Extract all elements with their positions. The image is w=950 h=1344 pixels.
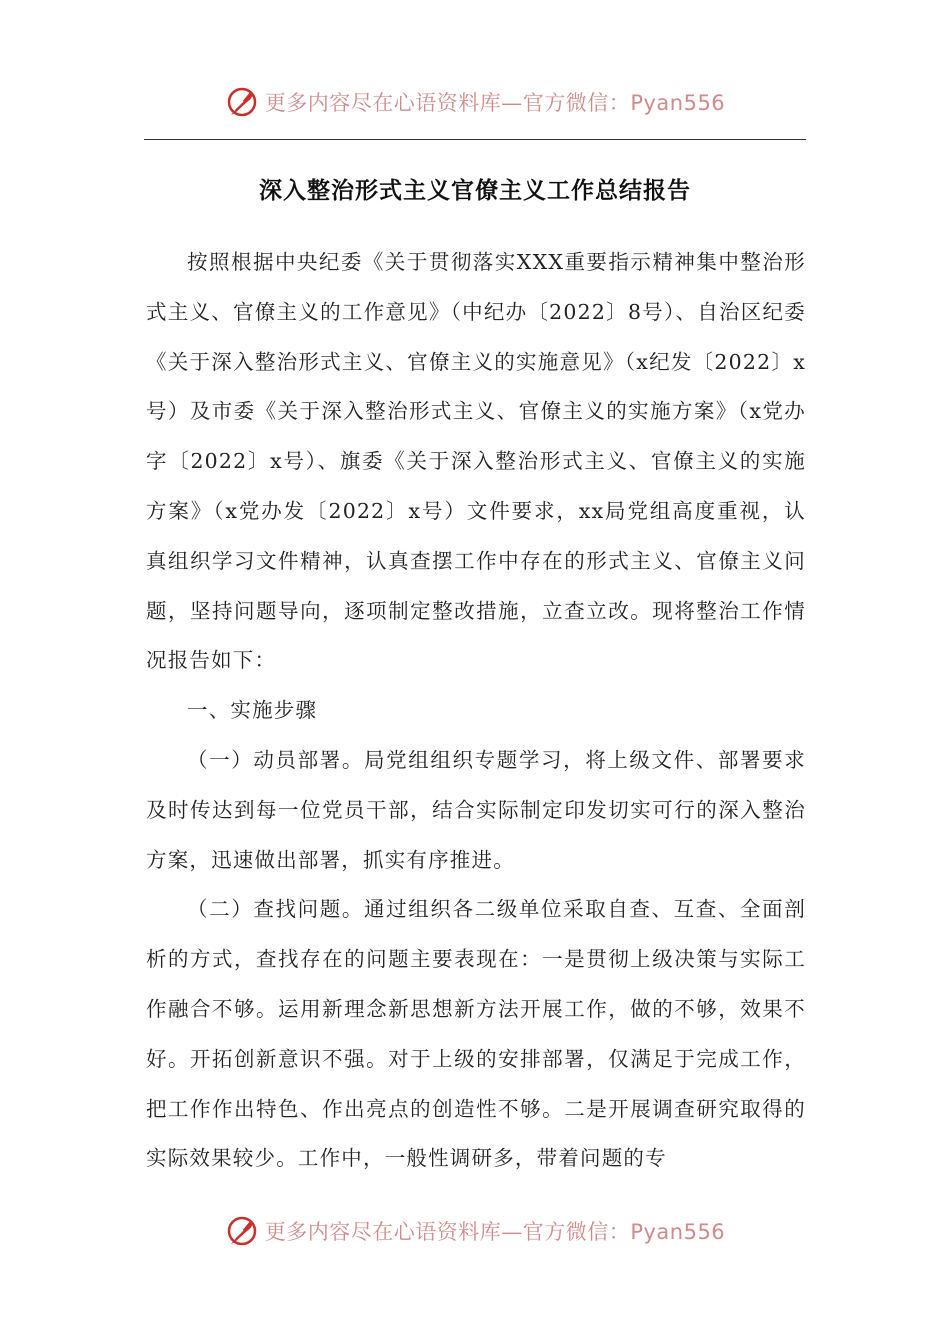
section-heading: 一、实施步骤 — [187, 698, 318, 723]
header-watermark — [0, 82, 950, 122]
document-body — [146, 238, 806, 1184]
paragraph-intro: 按照根据中央纪委《关于贯彻落实XXX重要指示精神集中整治形式主义、官僚主义的工作意见》（中纪办〔2022〕8号）、自治区纪委《关于深入整治形式主义、官僚主义的实施意见》（x纪发〔2022〕x号）及市委《关于深入整治形式主义、官僚主义的实施方案》（x党办字〔2022〕x号）、旗委《关于深入整治形式主义、官僚主义的实施方案》（x党办发〔2022〕x号）文件要求，xx局党组高度重视，认真组织学习文件精神，认真查摆工作中存在的形式主义、官僚主义问题，坚持问题导向，逐项制定整改措施，立查立改。现将整治工作情况报告如下： — [146, 250, 806, 673]
document-title: 深入整治形式主义官僚主义工作总结报告 — [259, 178, 691, 204]
footer-watermark — [0, 1211, 950, 1251]
paragraph-find-problems: （二）查找问题。通过组织各二级单位采取自查、互查、全面剖析的方式，查找存在的问题主要表现在：一是贯彻上级决策与实际工作融合不够。运用新理念新思想新方法开展工作，做的不够，效果不好。开拓创新意识不强。对于上级的安排部署，仅满足于完成工作，把工作作出特色、作出亮点的创造性不够。二是开展调查研究取得的实际效果较少。工作中，一般性调研多，带着问题的专 — [146, 897, 806, 1171]
quill-logo-icon — [225, 1214, 259, 1248]
paragraph-mobilization: （一）动员部署。局党组组织专题学习，将上级文件、部署要求及时传达到每一位党员干部，结合实际制定印发切实可行的深入整治方案，迅速做出部署，抓实有序推进。 — [146, 747, 806, 872]
watermark-text: 更多内容尽在心语资料库—官方微信：Pyan556 — [264, 1220, 726, 1244]
header-divider — [144, 139, 806, 140]
quill-logo-icon — [225, 85, 259, 119]
watermark-text: 更多内容尽在心语资料库—官方微信：Pyan556 — [264, 91, 726, 115]
